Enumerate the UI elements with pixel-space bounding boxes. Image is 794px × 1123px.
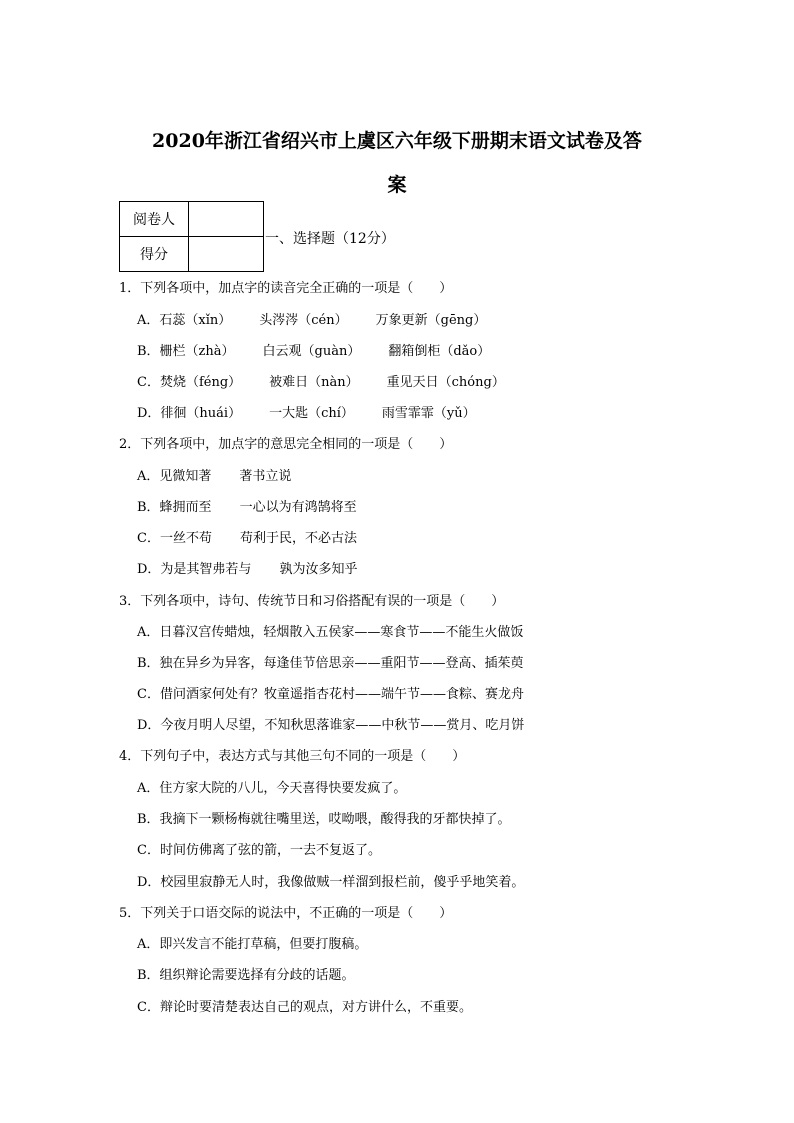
question-1-option-a: [137, 312, 486, 330]
option-part: A．见微知著: [137, 469, 212, 484]
question-1-stem: 1．下列各项中，加点字的读音完全正确的一项是（ ）: [119, 281, 453, 296]
option-part: 苟利于民，不必古法: [239, 531, 357, 546]
option-part: 被难日（nàn）: [269, 375, 359, 390]
option-part: 雨雪霏霏（yǔ）: [381, 406, 476, 421]
option-part: D．为是其智弗若与: [137, 562, 252, 577]
page-title-line-2: 案: [387, 174, 407, 196]
option-part: 一心以为有鸿鹄将至: [239, 500, 357, 515]
question-4-option-c: C．时间仿佛离了弦的箭，一去不复返了。: [137, 843, 381, 858]
option-part: 一大匙（chí）: [269, 406, 354, 421]
question-5-option-b: B．组织辩论需要选择有分歧的话题。: [137, 968, 355, 983]
question-1-option-c: [137, 374, 505, 392]
question-3-option-b: B．独在异乡为异客，每逢佳节倍思亲——重阳节——登高、插茱萸: [137, 656, 524, 671]
question-4-option-d: D．校园里寂静无人时，我像做贼一样溜到报栏前，傻乎乎地笑着。: [137, 875, 525, 890]
section-heading: 一、选择题（12分）: [265, 231, 395, 247]
question-2-option-b: [137, 499, 357, 517]
question-5-option-a: A．即兴发言不能打草稿，但要打腹稿。: [137, 937, 368, 952]
option-part: 翻箱倒柜（dǎo）: [388, 344, 491, 359]
option-part: D．徘徊（huái）: [137, 406, 242, 421]
option-part: 头涔涔（cén）: [259, 313, 348, 328]
question-5-stem: 5．下列关于口语交际的说法中，不正确的一项是（ ）: [119, 906, 453, 921]
question-2-option-c: [137, 530, 357, 548]
question-2-option-d: [137, 561, 357, 579]
question-3-stem: 3．下列各项中，诗句、传统节日和习俗搭配有误的一项是（ ）: [119, 594, 505, 609]
option-part: 白云观（guàn）: [262, 344, 361, 359]
score-table-row-score: [120, 237, 264, 272]
score-blank-cell: [189, 237, 264, 272]
option-part: B．栅栏（zhà）: [137, 344, 235, 359]
question-3-option-a: A．日暮汉宫传蜡烛，轻烟散入五侯家——寒食节——不能生火做饭: [137, 625, 524, 640]
option-part: B．蜂拥而至: [137, 500, 212, 515]
question-1-option-d: [137, 405, 476, 423]
question-4-stem: 4．下列句子中，表达方式与其他三句不同的一项是（ ）: [119, 749, 466, 764]
reviewer-blank-cell: [189, 202, 264, 237]
reviewer-label: 阅卷人: [120, 202, 189, 237]
page-title-line-1: 2020年浙江省绍兴市上虞区六年级下册期末语文试卷及答: [152, 130, 642, 152]
option-part: 万象更新（gēng）: [375, 313, 487, 328]
question-2-stem: 2．下列各项中，加点字的意思完全相同的一项是（ ）: [119, 437, 453, 452]
question-3-option-d: D．今夜月明人尽望，不知秋思落谁家——中秋节——赏月、吃月饼: [137, 718, 525, 733]
question-1-option-b: [137, 343, 490, 361]
question-2-option-a: [137, 468, 291, 486]
score-table-row-reviewer: [120, 202, 264, 237]
question-4-option-a: A．住方家大院的八儿，今天喜得快要发疯了。: [137, 781, 407, 796]
option-part: C．焚烧（féng）: [137, 375, 242, 390]
option-part: 孰为汝多知乎: [279, 562, 358, 577]
score-label: 得分: [120, 237, 189, 272]
option-part: 重见天日（chóng）: [386, 375, 505, 390]
question-4-option-b: B．我摘下一颗杨梅就往嘴里送，哎呦喂，酸得我的牙都快掉了。: [137, 812, 511, 827]
option-part: A．石蕊（xǐn）: [137, 313, 232, 328]
question-3-option-c: C．借问酒家何处有？牧童遥指杏花村——端午节——食粽、赛龙舟: [137, 687, 524, 702]
question-5-option-c: C．辩论时要清楚表达自己的观点，对方讲什么，不重要。: [137, 1000, 472, 1015]
option-part: C．一丝不苟: [137, 531, 212, 546]
score-table: [119, 201, 264, 272]
option-part: 著书立说: [239, 469, 292, 484]
